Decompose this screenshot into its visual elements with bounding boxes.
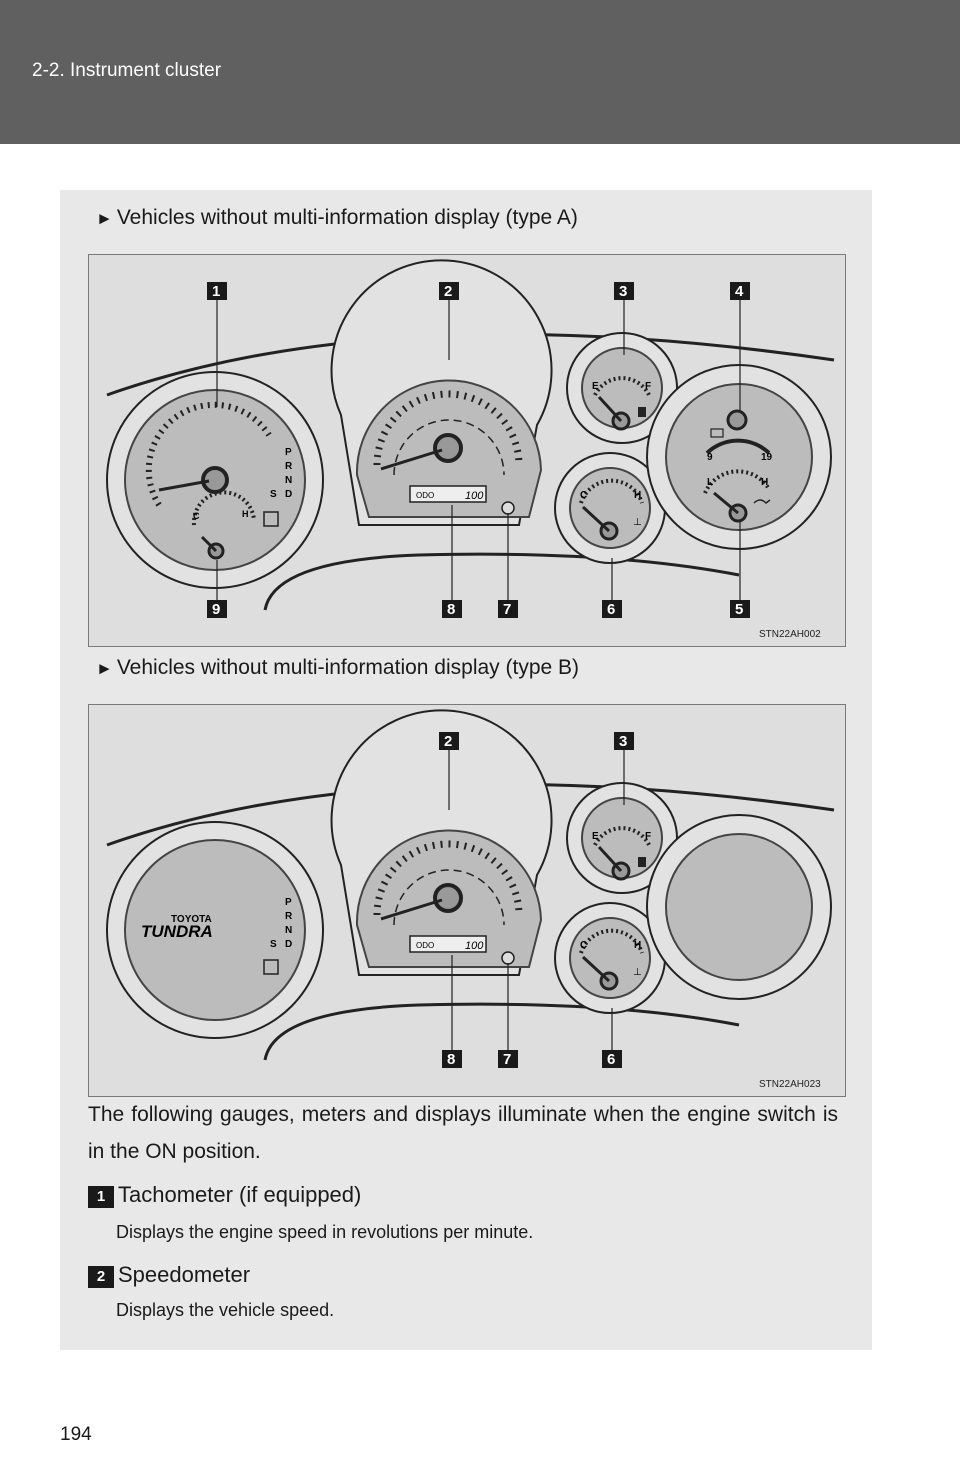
- temp-h: H: [634, 490, 642, 501]
- brand-model: TUNDRA: [141, 922, 213, 941]
- item-2-title-text: Speedometer: [118, 1262, 251, 1287]
- gear-r: R: [285, 911, 293, 922]
- trans-temp-h: H: [242, 509, 249, 519]
- callout-8: [442, 600, 462, 618]
- temp-h: H: [634, 940, 642, 951]
- item-1-title-text: Tachometer (if equipped): [118, 1182, 362, 1207]
- speedometer-gauge: [332, 710, 552, 975]
- gear-r: R: [285, 461, 293, 472]
- callout-3: [614, 732, 634, 750]
- figure-b-heading-text: Vehicles without multi-information display (type B): [116, 656, 580, 679]
- odo-label: ODO: [416, 491, 435, 500]
- triangle-bullet-icon: ►: [96, 209, 113, 228]
- figure-code-b: STN22AH023: [759, 1079, 821, 1090]
- svg-text:2: 2: [444, 283, 453, 300]
- intro-paragraph: The following gauges, meters and displays illuminate when the engine switch is in the ON position.: [88, 1103, 838, 1163]
- svg-text:8: 8: [447, 601, 456, 618]
- cluster-illustration-a: [89, 255, 845, 646]
- gear-p: P: [285, 447, 292, 458]
- callout-4: [730, 282, 750, 300]
- fuel-f: F: [645, 831, 652, 842]
- speedometer-gauge: [332, 260, 552, 525]
- odo-label: ODO: [416, 941, 435, 950]
- svg-text:1: 1: [212, 283, 221, 300]
- figure-a: [88, 254, 846, 647]
- gear-p: P: [285, 897, 292, 908]
- figure-b-heading: [96, 656, 579, 680]
- gear-d: D: [285, 489, 293, 500]
- cluster-illustration-b: [89, 705, 845, 1096]
- fuel-e: E: [592, 831, 599, 842]
- svg-text:4: 4: [735, 283, 744, 300]
- fuel-pump-icon: [638, 407, 646, 417]
- fuel-e: E: [592, 381, 599, 392]
- figure-a-heading-text: Vehicles without multi-information display (type A): [116, 206, 578, 229]
- volt-19: 19: [761, 452, 773, 463]
- gear-n: N: [285, 475, 293, 486]
- callout-2: [439, 732, 459, 750]
- callout-5: [730, 600, 750, 618]
- svg-text:7: 7: [503, 601, 512, 618]
- item-1-badge: 1: [88, 1186, 114, 1208]
- item-1-desc: Displays the engine speed in revolutions per minute.: [116, 1222, 534, 1242]
- svg-text:8: 8: [447, 1051, 456, 1068]
- page-header: [0, 0, 960, 144]
- item-1-title: [88, 1182, 361, 1208]
- breadcrumb: 2-2. Instrument cluster: [32, 60, 222, 81]
- svg-text:7: 7: [503, 1051, 512, 1068]
- callout-8: [442, 1050, 462, 1068]
- coolant-icon: ⊥: [633, 967, 642, 978]
- fuel-pump-icon: [638, 857, 646, 867]
- callout-9: [207, 600, 227, 618]
- svg-text:3: 3: [619, 283, 628, 300]
- fuel-f: F: [645, 381, 652, 392]
- item-2-title: [88, 1262, 250, 1288]
- svg-text:6: 6: [607, 1051, 616, 1068]
- tachometer-gauge: [107, 372, 323, 588]
- svg-text:5: 5: [735, 601, 744, 618]
- svg-text:6: 6: [607, 601, 616, 618]
- figure-code-a: STN22AH002: [759, 629, 821, 640]
- temp-c: C: [580, 490, 588, 501]
- oil-l: L: [707, 477, 714, 488]
- triangle-bullet-icon: ►: [96, 659, 113, 678]
- brand-top: TOYOTA: [171, 914, 212, 925]
- temp-c: C: [580, 940, 588, 951]
- gear-n: N: [285, 925, 293, 936]
- callout-7: [498, 1050, 518, 1068]
- trans-temp-c: C: [193, 511, 200, 521]
- odo-value: 100: [465, 490, 484, 502]
- odo-value: 100: [465, 940, 484, 952]
- oil-h: H: [761, 477, 769, 488]
- callout-7: [498, 600, 518, 618]
- brand-gauge: [107, 822, 323, 1038]
- svg-text:3: 3: [619, 733, 628, 750]
- item-2-badge: 2: [88, 1266, 114, 1288]
- gear-d: D: [285, 939, 293, 950]
- item-2-desc: Displays the vehicle speed.: [116, 1300, 335, 1320]
- volt-oil-gauge: [647, 365, 831, 549]
- svg-text:2: 2: [444, 733, 453, 750]
- gear-s: S: [270, 489, 277, 500]
- callout-2: [439, 282, 459, 300]
- figure-b: [88, 704, 846, 1097]
- callout-1: [207, 282, 227, 300]
- coolant-icon: ⊥: [633, 517, 642, 528]
- callout-3: [614, 282, 634, 300]
- figure-a-heading: [96, 206, 578, 230]
- callout-6: [602, 600, 622, 618]
- volt-9: 9: [707, 452, 713, 463]
- blank-gauge: [647, 815, 831, 999]
- svg-text:9: 9: [212, 601, 221, 618]
- callout-6: [602, 1050, 622, 1068]
- page-number: 194: [60, 1424, 92, 1445]
- gear-s: S: [270, 939, 277, 950]
